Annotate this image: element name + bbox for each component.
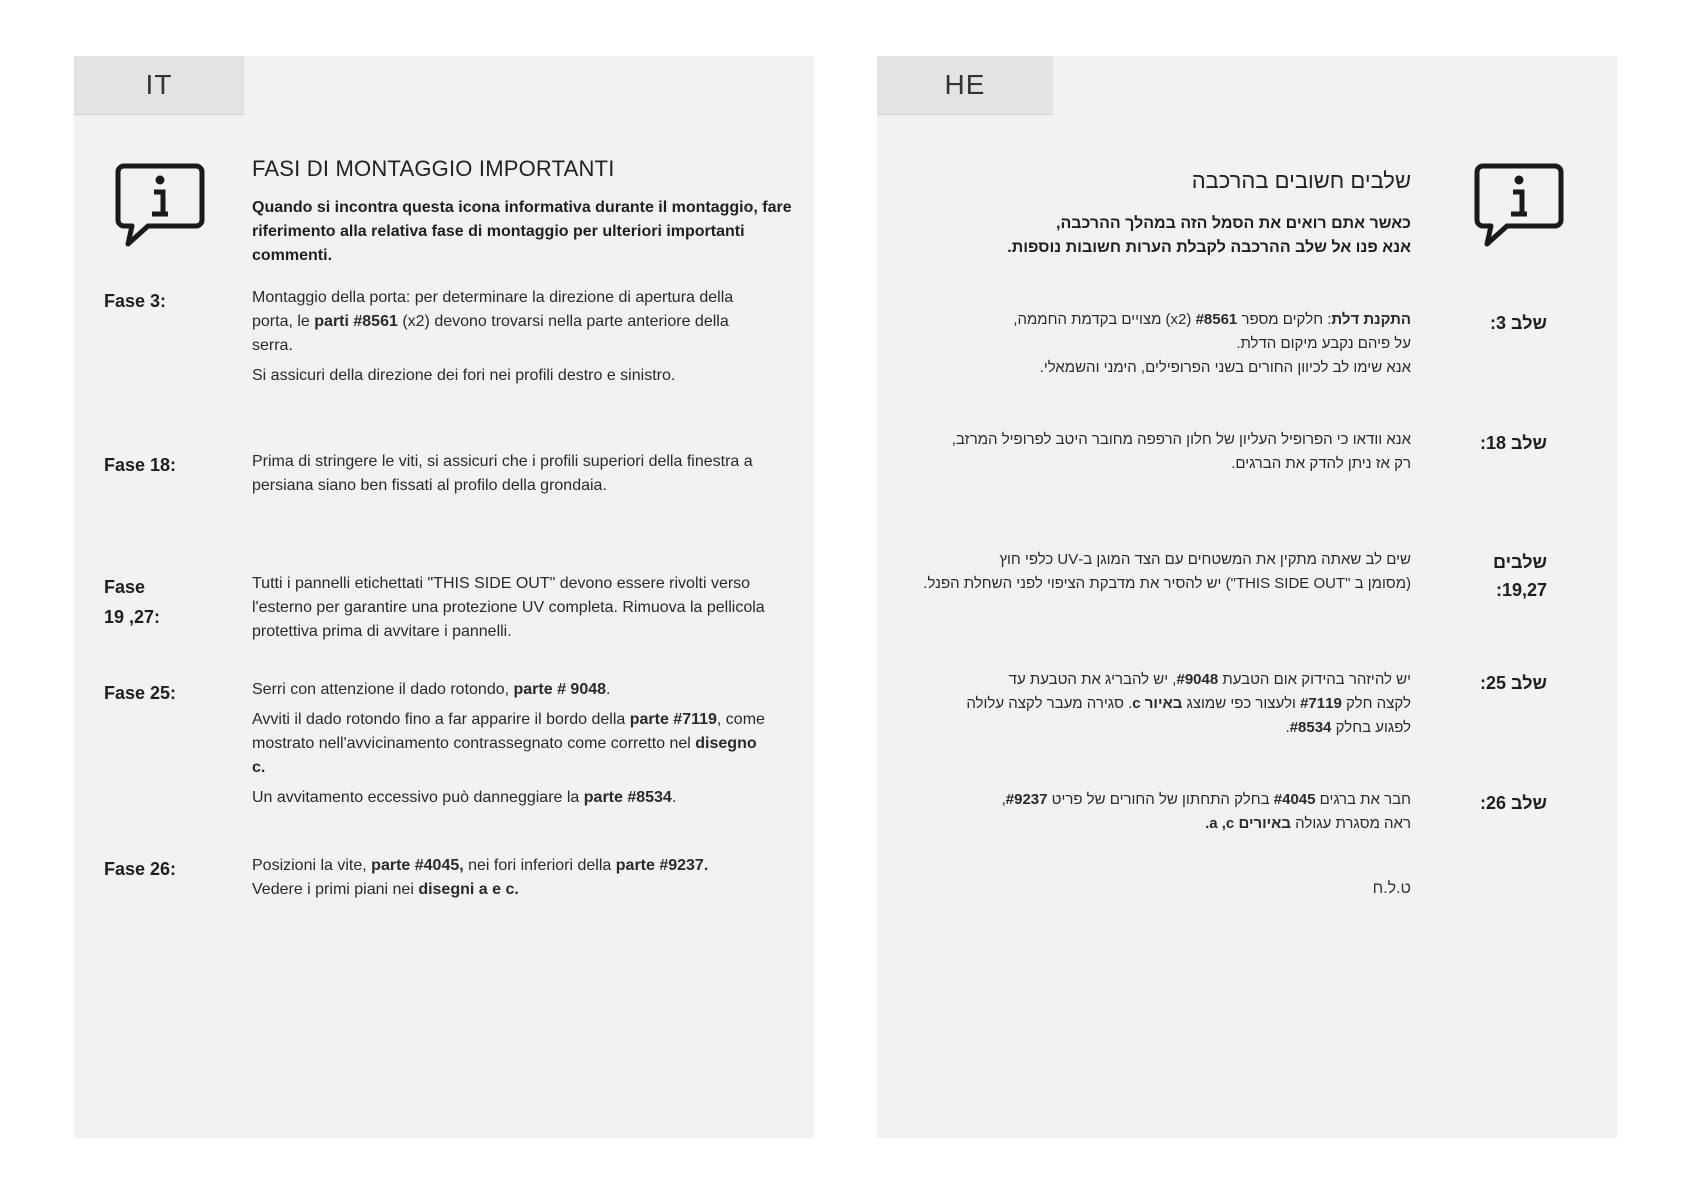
step-3 [877, 308, 1617, 388]
page-italian [74, 56, 814, 1138]
language-tab-it: IT [74, 56, 244, 115]
step-3 [74, 286, 814, 406]
step-26 [74, 854, 814, 914]
step-18 [877, 428, 1617, 488]
info-icon [1473, 158, 1565, 250]
step-label: Fase 18: [104, 455, 177, 475]
step-26 [877, 788, 1617, 848]
step-label: שלב 25: [1480, 673, 1547, 693]
step-19-27 [877, 548, 1617, 608]
step-label: שלב 3: [1490, 313, 1547, 333]
step-label: Fase 25: [104, 683, 177, 703]
step-label: Fase 19 ,27: [104, 577, 161, 627]
step-25 [877, 668, 1617, 748]
step-label: שלב 26: [1480, 793, 1547, 813]
intro-text: Quando si incontra questa icona informativa durante il montaggio, fare riferimento alla relativa fase di montaggio per ulteriori importanti commenti. [252, 199, 792, 264]
info-icon [114, 158, 206, 250]
step-body: Prima di stringere le viti, si assicuri che i profili superiori della finestra a persiana siano ben fissati al profilo della grondaia. [252, 453, 753, 494]
footer-note: ט.ל.ח [1372, 880, 1411, 897]
step-body: חבר את ברגים #4045 בחלק התחתון של החורים של פריט #9237, ראה מסגרת עגולה באיורים a ,c. [1001, 791, 1411, 832]
step-19-27 [74, 572, 814, 662]
step-body: Tutti i pannelli etichettati "THIS SIDE OUT" devono essere rivolti verso l'esterno per garantire una protezione UV completa. Rimuova la pellicola protettiva prima di avvitare i pannelli. [252, 575, 765, 640]
step-label: Fase 3: [104, 291, 167, 311]
intro-text: כאשר אתם רואים את הסמל הזה במהלך ההרכבה, אנא פנו אל שלב ההרכבה לקבלת הערות חשובות נוספות. [1007, 215, 1411, 256]
step-body: שים לב שאתה מתקין את המשטחים עם הצד המוגן ב-UV כלפי חוץ (מסומן ב "THIS SIDE OUT") יש להסיר את מדבקת הציפוי לפני השחלת הפנל. [923, 551, 1411, 592]
language-tab-he: HE [877, 56, 1053, 115]
step-body: Montaggio della porta: per determinare la direzione di apertura della porta, le parti #8561 (x2) devono trovarsi nella parte anteriore della serra. Si assicuri della direzione dei fori nei profili destro e sinistro. [252, 289, 734, 384]
step-label: שלב 18: [1480, 433, 1547, 453]
step-label: Fase 26: [104, 859, 177, 879]
step-body: אנא וודאו כי הפרופיל העליון של חלון הרפפה מחובר היטב לפרופיל המרזב, רק אז ניתן להדק את הברגים. [951, 431, 1411, 472]
step-body: יש להיזהר בהידוק אום הטבעת #9048, יש להבריג את הטבעת עד לקצה חלק #7119 ולעצור כפי שמוצג באיור c. סגירה מעבר לקצה עלולה לפגוע בחלק #8534. [966, 671, 1411, 736]
page-heading: שלבים חשובים בהרכבה [1191, 168, 1411, 193]
step-body: Serri con attenzione il dado rotondo, parte # 9048. Avviti il dado rotondo fino a far apparire il bordo della parte #7119, come mostrato nell'avvicinamento contrassegnato come corretto nel disegno c. Un avvitamento eccessivo può danneggiare la parte #8534. [252, 681, 765, 806]
step-body: Posizioni la vite, parte #4045, nei fori inferiori della parte #9237. Vedere i primi piani nei disegni a e c. [252, 857, 709, 898]
step-body: התקנת דלת: חלקים מספר #8561 (x2) מצויים בקדמת החממה, על פיהם נקבע מיקום הדלת. אנא שימו לב לכיוון החורים בשני הפרופילים, הימני והשמאלי. [1013, 311, 1411, 376]
step-25 [74, 678, 814, 818]
step-label: שלבים 19,27: [1493, 552, 1547, 600]
step-18 [74, 450, 814, 530]
page-heading: FASI DI MONTAGGIO IMPORTANTI [252, 156, 615, 181]
page-hebrew [877, 56, 1617, 1138]
